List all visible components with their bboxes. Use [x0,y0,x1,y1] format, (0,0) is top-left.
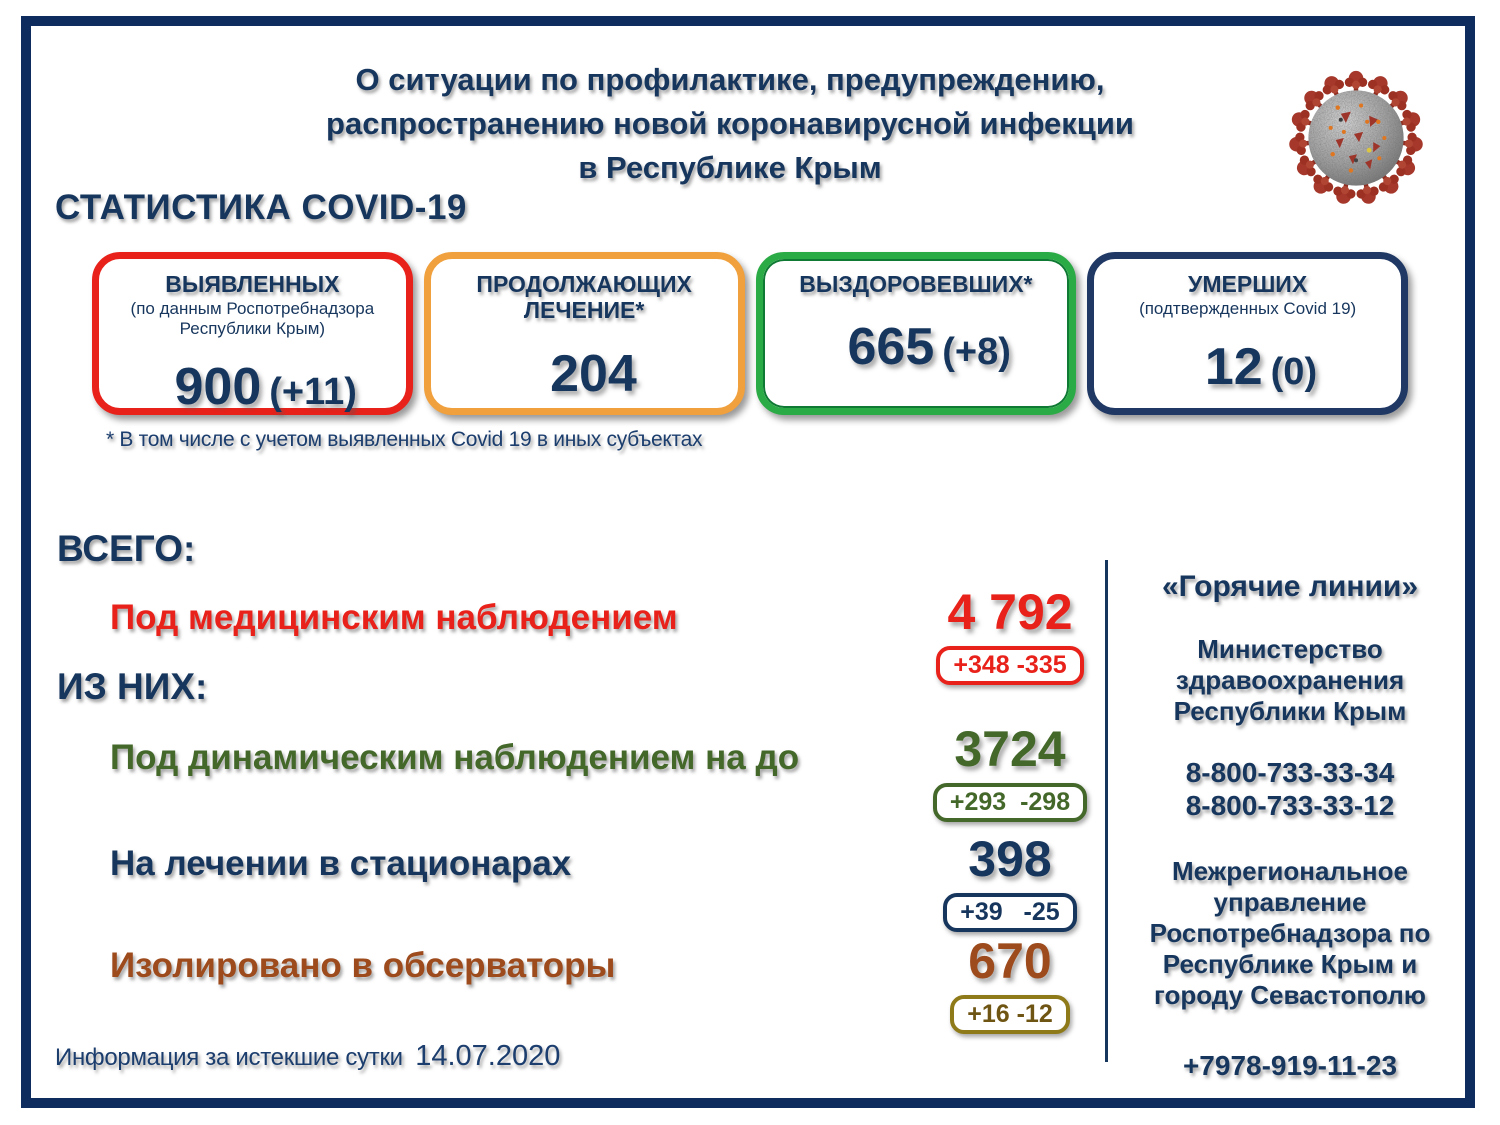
hotlines-panel [1120,570,1460,1082]
row-delta-badge: +348 -335 [936,646,1083,685]
footer-label: Информация за истекшие сутки [55,1044,403,1071]
hotline-phones-health-ministry [1120,756,1460,822]
coronavirus-icon [1280,58,1432,216]
page-title [250,58,1210,190]
stat-card-confirmed [92,252,413,415]
stat-card-recovered [756,252,1077,415]
stat-card-value-row [821,299,1011,395]
stat-card-value: 900 [174,357,262,416]
stat-card-title: ВЫЗДОРОВЕВШИХ* [799,271,1033,297]
row-value-block-medical-observation [928,585,1092,685]
page-title-line3: в Республике Крым [578,150,882,186]
page-title-line2: распространению новой коронавирусной инфекции [326,106,1134,142]
stat-cards-row [92,252,1408,415]
row-value-block-isolated-observatory [928,934,1092,1034]
stat-card-value-row [523,326,644,422]
row-value-block-dynamic-observation [928,722,1092,822]
stat-card-value-row [1178,319,1317,415]
row-delta-badge: +39 -25 [943,893,1076,932]
stat-card-delta: (+11) [269,370,357,413]
row-label-dynamic-observation: Под динамическим наблюдением на до [110,738,800,777]
hotline-phone: 8-800-733-33-34 [1185,756,1395,788]
hotlines-heading: «Горячие линии» [1161,570,1419,603]
stat-card-subtitle: (по данным Роспотребнадзора Республики Крым) [130,299,375,338]
hotline-phone: 8-800-733-33-12 [1185,789,1395,821]
row-delta-badge: +293 -298 [933,783,1087,822]
hotline-phone: +7978-919-11-23 [1182,1049,1398,1081]
footnote: * В том числе с учетом выявленных Covid 19 в иных субъектах [106,428,703,451]
stat-card-delta: (+8) [942,331,1011,374]
hotline-org-health-ministry: Министерство здравоохранения Республики Крым [1173,634,1407,727]
stats-section-heading: СТАТИСТИКА COVID-19 [55,188,467,227]
row-delta-badge: +16 -12 [950,995,1070,1034]
stat-card-in-treatment [424,252,745,415]
stat-card-title: УМЕРШИХ [1188,271,1308,297]
totals-subheading: ИЗ НИХ: [57,666,208,707]
row-value: 3724 [954,721,1066,777]
stat-card-deceased [1087,252,1408,415]
stat-card-value: 665 [847,318,935,377]
row-label-hospitalized: На лечении в стационарах [110,844,572,883]
row-value-block-hospitalized [928,832,1092,932]
row-value: 398 [968,831,1052,887]
vertical-divider [1105,560,1108,1062]
row-value: 4 792 [947,584,1073,640]
stat-card-title: ВЫЯВЛЕННЫХ [165,271,340,297]
stat-card-value: 12 [1204,337,1263,396]
stat-card-title: ПРОДОЛЖАЮЩИХ ЛЕЧЕНИЕ* [476,271,692,324]
footer-info [55,1040,560,1073]
row-value: 670 [968,933,1052,989]
row-label-medical-observation: Под медицинским наблюдением [110,598,678,637]
page-title-line1: О ситуации по профилактике, предупреждению, [355,62,1105,97]
stat-card-value: 204 [550,344,637,403]
row-label-isolated-observatory: Изолировано в обсерваторы [110,946,616,985]
stat-card-subtitle: (подтвержденных Covid 19) [1139,299,1357,319]
totals-heading: ВСЕГО: [57,528,196,569]
stat-card-value-row [148,339,357,435]
footer-date: 14.07.2020 [415,1040,561,1072]
hotline-org-rospotrebnadzor: Межрегиональное управление Роспотребнадзора по Республике Крым и городу Севастополю [1149,855,1431,1011]
stat-card-delta: (0) [1270,350,1318,393]
